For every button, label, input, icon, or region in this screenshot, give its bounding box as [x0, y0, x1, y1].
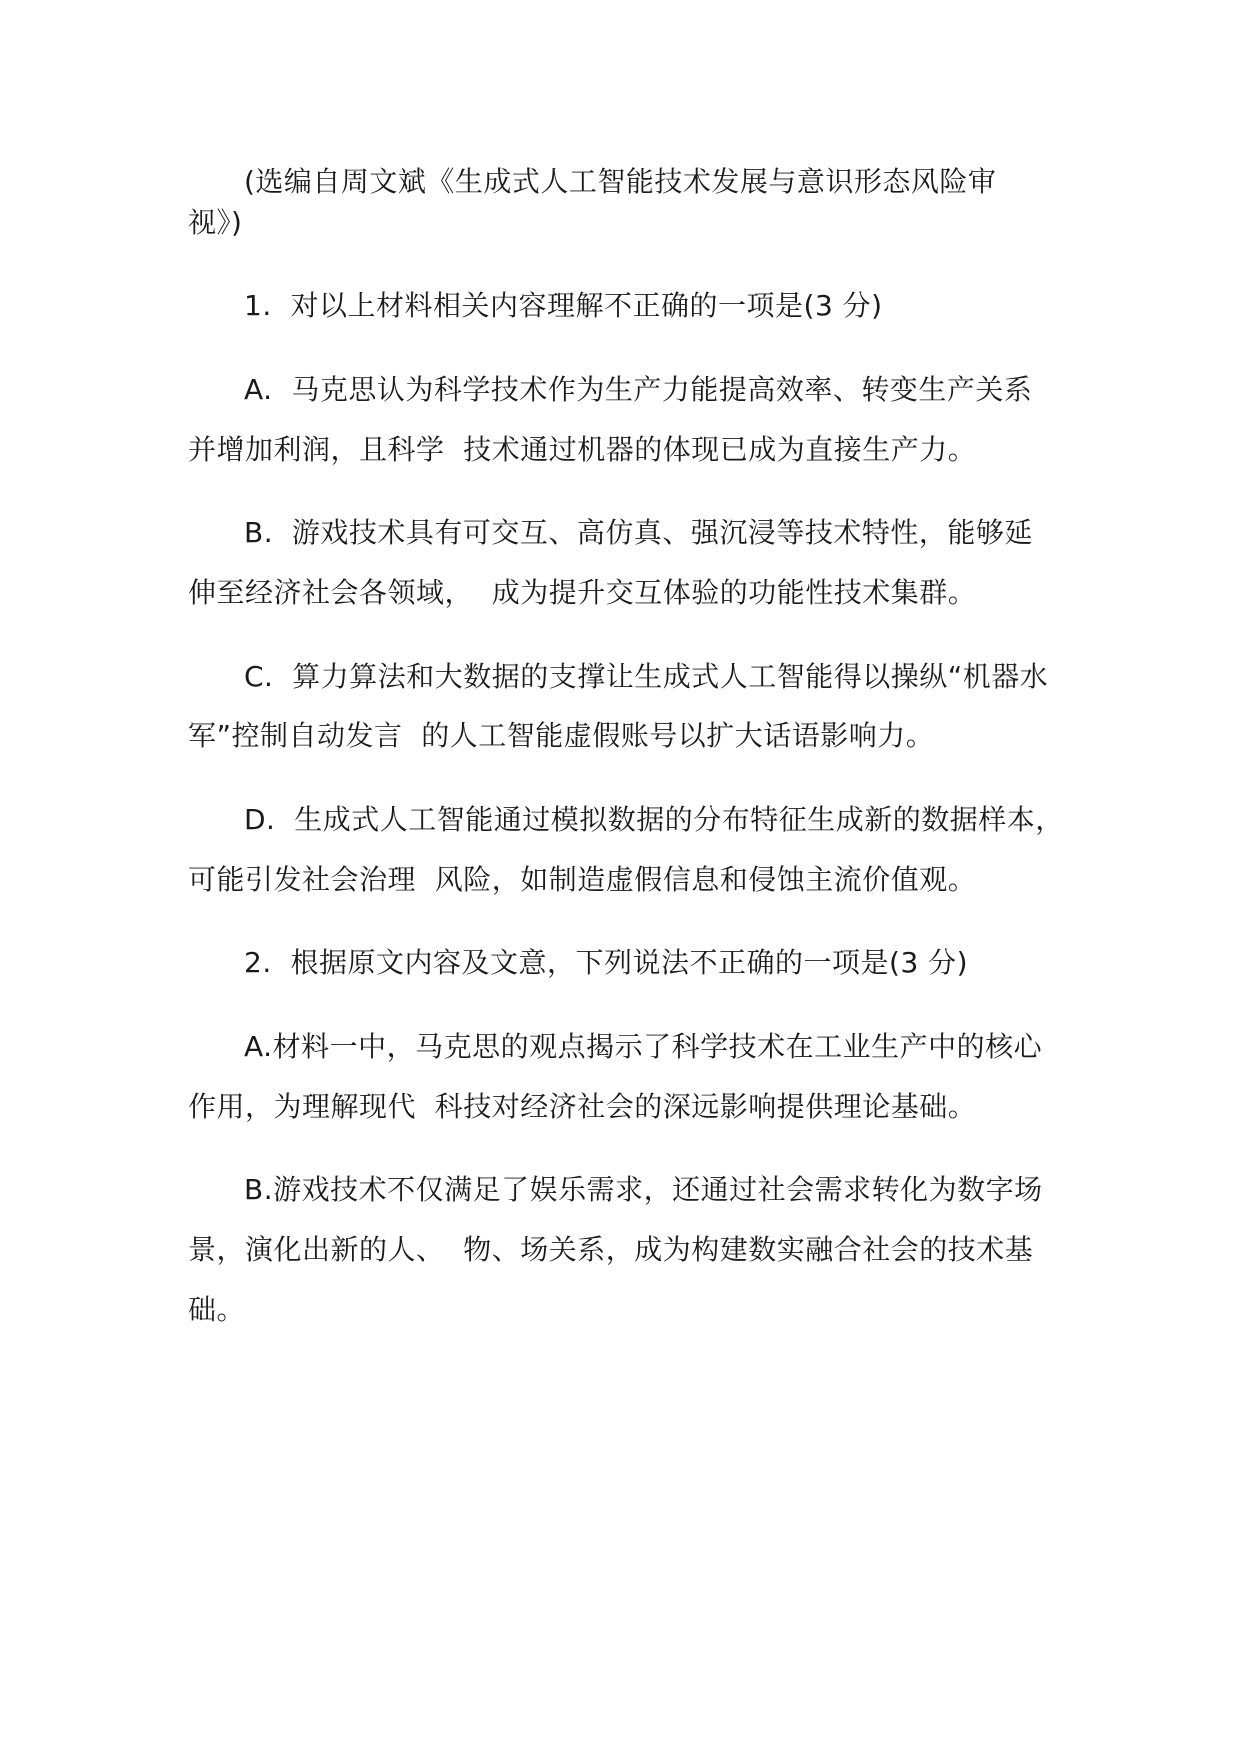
source-citation-line-1: (选编自周文斌《生成式人工智能技术发展与意识形态风险审 [244, 165, 997, 198]
question-1-option-d-line-1: D. 生成式人工智能通过模拟数据的分布特征生成新的数据样本， [244, 803, 1064, 836]
question-2-option-b-line-3: 础。 [188, 1293, 246, 1326]
question-2-option-b-line-1: B.游戏技术不仅满足了娱乐需求，还通过社会需求转化为数字场 [244, 1173, 1043, 1206]
question-1-option-c-line-2: 军”控制自动发言 的人工智能虚假账号以扩大话语影响力。 [188, 719, 935, 752]
question-2-option-a-line-1: A.材料一中，马克思的观点揭示了科学技术在工业生产中的核心 [244, 1030, 1043, 1063]
question-1-stem: 1. 对以上材料相关内容理解不正确的一项是(3 分) [244, 289, 883, 322]
question-1-option-b-line-2: 伸至经济社会各领域， 成为提升交互体验的功能性技术集群。 [188, 576, 977, 609]
question-1-option-d-line-2: 可能引发社会治理 风险，如制造虚假信息和侵蚀主流价值观。 [188, 863, 977, 896]
question-2-option-a-line-2: 作用，为理解现代 科技对经济社会的深远影响提供理论基础。 [188, 1090, 977, 1123]
question-1-option-a-line-2: 并增加利润，且科学 技术通过机器的体现已成为直接生产力。 [188, 433, 977, 466]
question-2-stem: 2. 根据原文内容及文意，下列说法不正确的一项是(3 分) [244, 946, 969, 979]
question-2-option-b-line-2: 景，演化出新的人、 物、场关系，成为构建数实融合社会的技术基 [188, 1233, 1034, 1266]
question-1-option-a-line-1: A. 马克思认为科学技术作为生产力能提高效率、转变生产关系 [244, 373, 1033, 406]
question-1-option-c-line-1: C. 算力算法和大数据的支撑让生成式人工智能得以操纵“机器水 [244, 660, 1049, 693]
question-1-option-b-line-1: B. 游戏技术具有可交互、高仿真、强沉浸等技术特性，能够延 [244, 516, 1033, 549]
source-citation-line-2: 视》) [188, 206, 243, 239]
